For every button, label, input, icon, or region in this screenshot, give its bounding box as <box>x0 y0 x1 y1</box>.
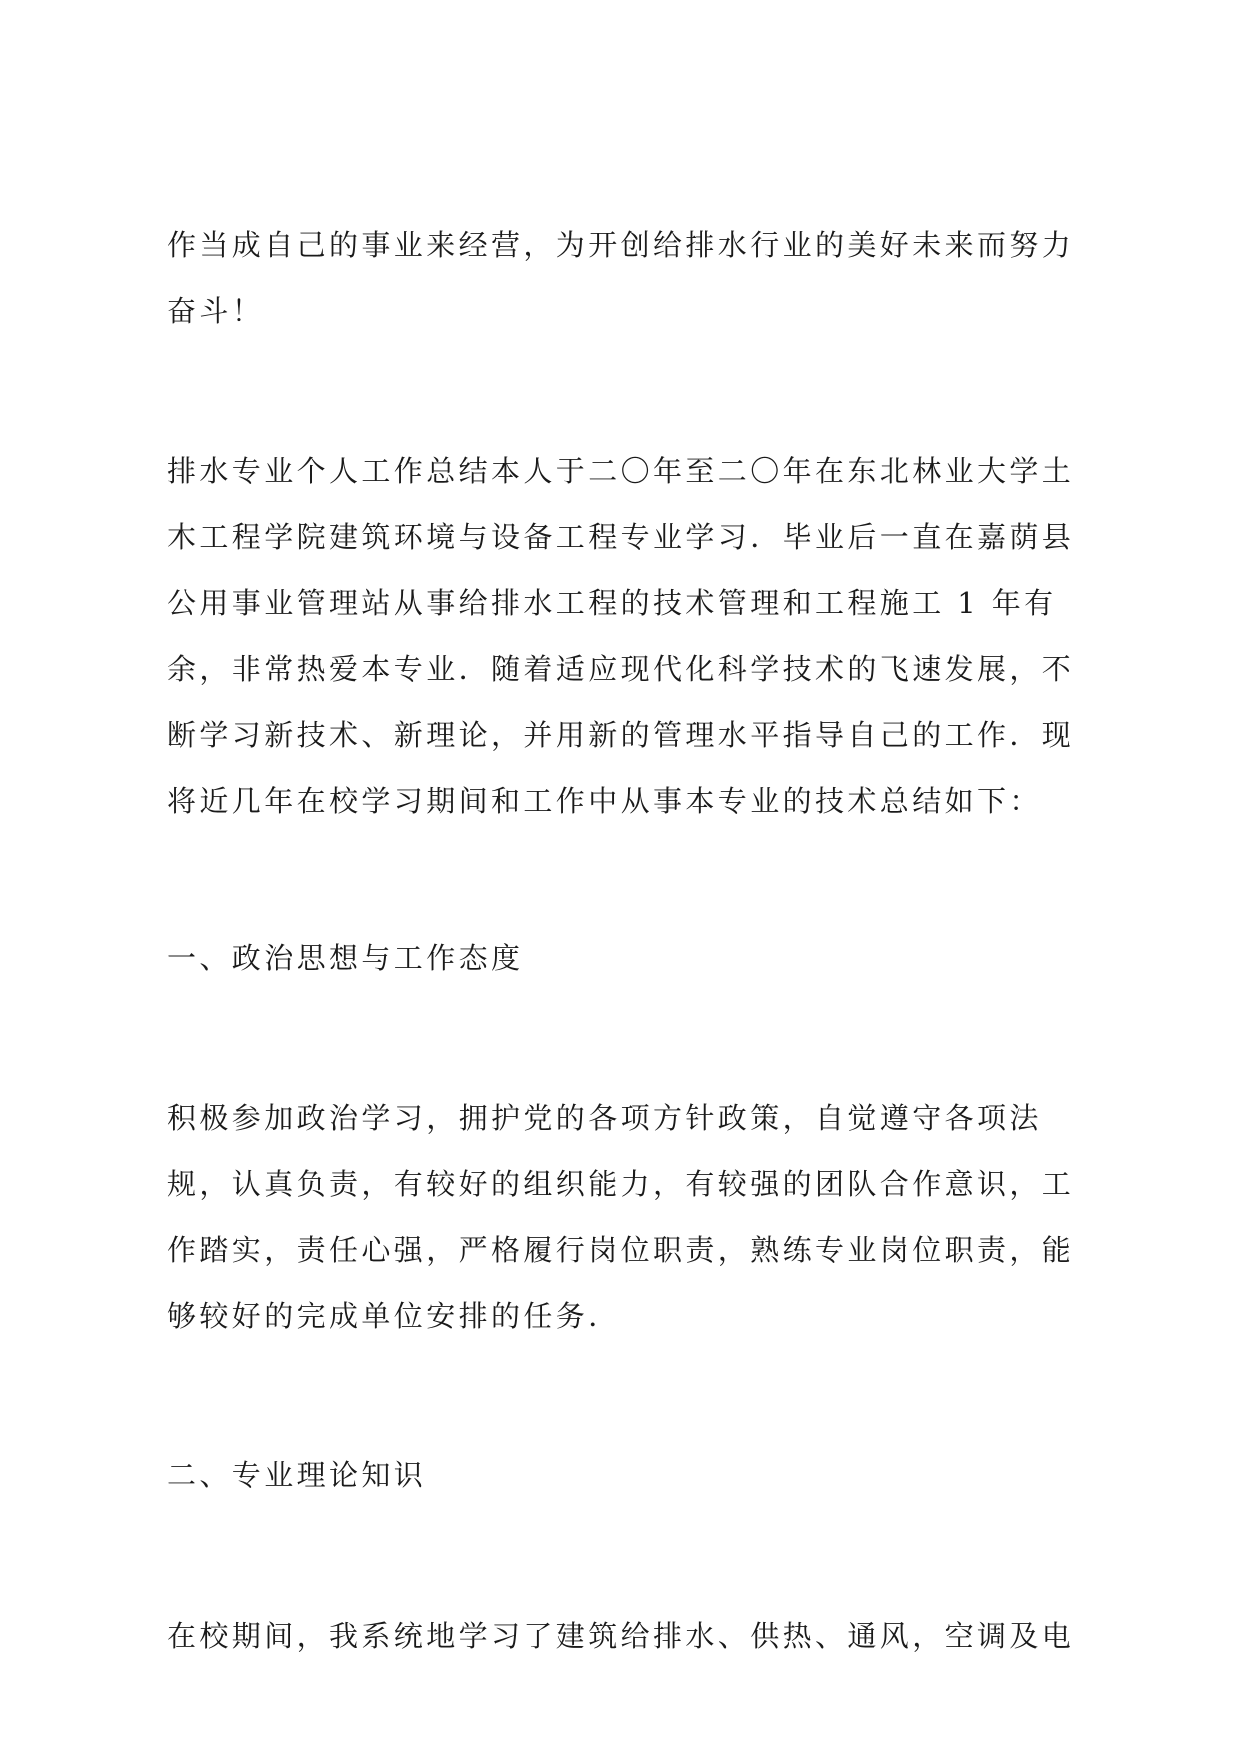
paragraph-line: 够较好的完成单位安排的任务． <box>167 1299 621 1333</box>
paragraph-line: 木工程学院建筑环境与设备工程专业学习．毕业后一直在嘉荫县 <box>167 520 1075 554</box>
section-heading: 二、专业理论知识 <box>167 1458 427 1492</box>
paragraph-line: 排水专业个人工作总结本人于二〇年至二〇年在东北林业大学土 <box>167 454 1075 488</box>
paragraph-line: 规，认真负责，有较好的组织能力，有较强的团队合作意识，工 <box>167 1167 1075 1201</box>
paragraph-line: 作当成自己的事业来经营，为开创给排水行业的美好未来而努力 <box>167 228 1075 262</box>
paragraph-line: 余，非常热爱本专业．随着适应现代化科学技术的飞速发展，不 <box>167 652 1075 686</box>
paragraph-line: 公用事业管理站从事给排水工程的技术管理和工程施工 1 年有 <box>167 586 1057 620</box>
paragraph-line: 断学习新技术、新理论，并用新的管理水平指导自己的工作．现 <box>167 718 1075 752</box>
paragraph-line: 将近几年在校学习期间和工作中从事本专业的技术总结如下： <box>167 784 1042 818</box>
paragraph-line: 奋斗！ <box>167 294 265 328</box>
paragraph-line: 积极参加政治学习，拥护党的各项方针政策，自觉遵守各项法 <box>167 1101 1042 1135</box>
paragraph-line: 在校期间，我系统地学习了建筑给排水、供热、通风，空调及电 <box>167 1619 1075 1653</box>
paragraph-line: 作踏实，责任心强，严格履行岗位职责，熟练专业岗位职责，能 <box>167 1233 1075 1267</box>
section-heading: 一、政治思想与工作态度 <box>167 941 524 975</box>
